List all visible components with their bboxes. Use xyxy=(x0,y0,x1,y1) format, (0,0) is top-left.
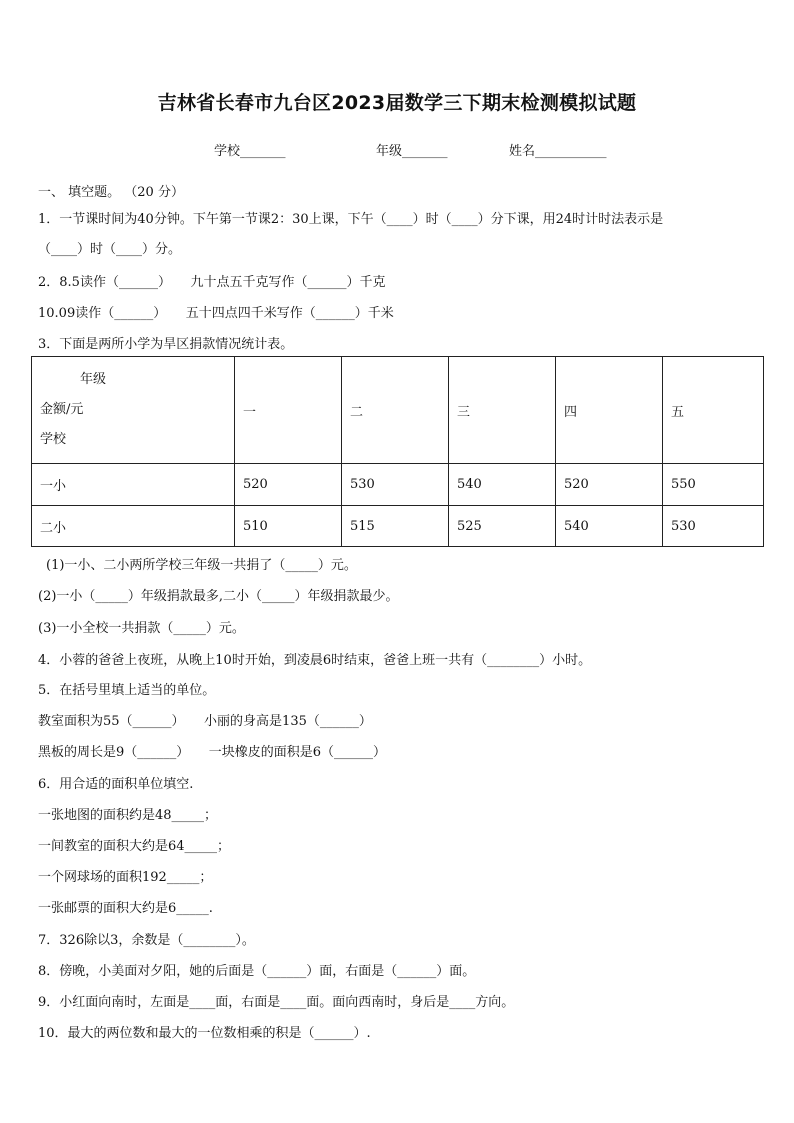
question-7: 7．326除以3，余数是（________）。 xyxy=(38,933,255,948)
question-1-line-2: （____）时（____）分。 xyxy=(38,242,182,257)
grade-header-5: 五 xyxy=(663,357,764,464)
table-cell: 510 xyxy=(235,506,342,547)
table-row xyxy=(32,506,764,547)
question-5-line-1: 教室面积为55（______） 小丽的身高是135（______） xyxy=(38,714,372,729)
school-name-cell: 一小 xyxy=(32,464,235,506)
section-heading-fill-blank: 一、 填空题。 （20 分） xyxy=(38,185,184,200)
table-cell: 515 xyxy=(342,506,449,547)
question-6-line-1: 一张地图的面积约是48_____； xyxy=(38,808,218,823)
table-cell: 520 xyxy=(556,464,663,506)
table-cell: 550 xyxy=(663,464,764,506)
donation-table xyxy=(31,356,764,547)
table-row xyxy=(32,464,764,506)
table-cell: 530 xyxy=(663,506,764,547)
question-2-line-1: 2．8.5读作（______） 九十点五千克写作（______）千克 xyxy=(38,275,386,290)
table-cell: 540 xyxy=(449,464,556,506)
header-amount-label: 金额/元 xyxy=(40,402,84,417)
grade-header-3: 三 xyxy=(449,357,556,464)
table-cell: 520 xyxy=(235,464,342,506)
school-name-cell: 二小 xyxy=(32,506,235,547)
question-6-line-3: 一个网球场的面积192_____； xyxy=(38,870,213,885)
header-grade-label: 年级 xyxy=(80,372,107,387)
question-8: 8．傍晚，小美面对夕阳，她的后面是（______）面，右面是（______）面。 xyxy=(38,964,476,979)
question-3-part-3: (3)一小全校一共捐款（_____）元。 xyxy=(38,621,245,636)
table-cell: 525 xyxy=(449,506,556,547)
page-title: 吉林省长春市九台区2023届数学三下期末检测模拟试题 xyxy=(157,92,637,114)
table-cell: 540 xyxy=(556,506,663,547)
question-3: 3．下面是两所小学为旱区捐款情况统计表。 xyxy=(38,337,294,352)
table-corner-header xyxy=(32,357,235,464)
grade-header-1: 一 xyxy=(235,357,342,464)
table-cell: 530 xyxy=(342,464,449,506)
question-6: 6．用合适的面积单位填空. xyxy=(38,777,194,792)
name-field: 姓名___________ xyxy=(509,144,607,159)
grade-header-4: 四 xyxy=(556,357,663,464)
table-header-row xyxy=(32,357,764,464)
question-10: 10．最大的两位数和最大的一位数相乘的积是（______）. xyxy=(38,1026,371,1041)
question-5-line-2: 黑板的周长是9（______） 一块橡皮的面积是6（______） xyxy=(38,745,387,760)
question-3-part-1: (1)一小、二小两所学校三年级一共捐了（_____）元。 xyxy=(46,558,357,573)
header-school-label: 学校 xyxy=(40,432,67,447)
question-9: 9．小红面向南时，左面是____面，右面是____面。面向西南时，身后是____方向。 xyxy=(38,995,515,1010)
question-1-line-1: 1．一节课时间为40分钟。下午第一节课2：30上课，下午（____）时（____）分下课，用24时计时法表示是 xyxy=(38,212,664,227)
question-3-part-2: (2)一小（_____）年级捐款最多,二小（_____）年级捐款最少。 xyxy=(38,589,399,604)
grade-header-2: 二 xyxy=(342,357,449,464)
question-6-line-4: 一张邮票的面积大约是6_____. xyxy=(38,901,213,916)
question-4: 4．小蓉的爸爸上夜班，从晚上10时开始，到凌晨6时结束，爸爸上班一共有（________）小时。 xyxy=(38,653,592,668)
school-field: 学校_______ xyxy=(214,144,286,159)
question-5: 5．在括号里填上适当的单位。 xyxy=(38,683,216,698)
question-2-line-2: 10.09读作（______） 五十四点四千米写作（______）千米 xyxy=(38,306,394,321)
grade-field: 年级_______ xyxy=(376,144,448,159)
question-6-line-2: 一间教室的面积大约是64_____； xyxy=(38,839,231,854)
